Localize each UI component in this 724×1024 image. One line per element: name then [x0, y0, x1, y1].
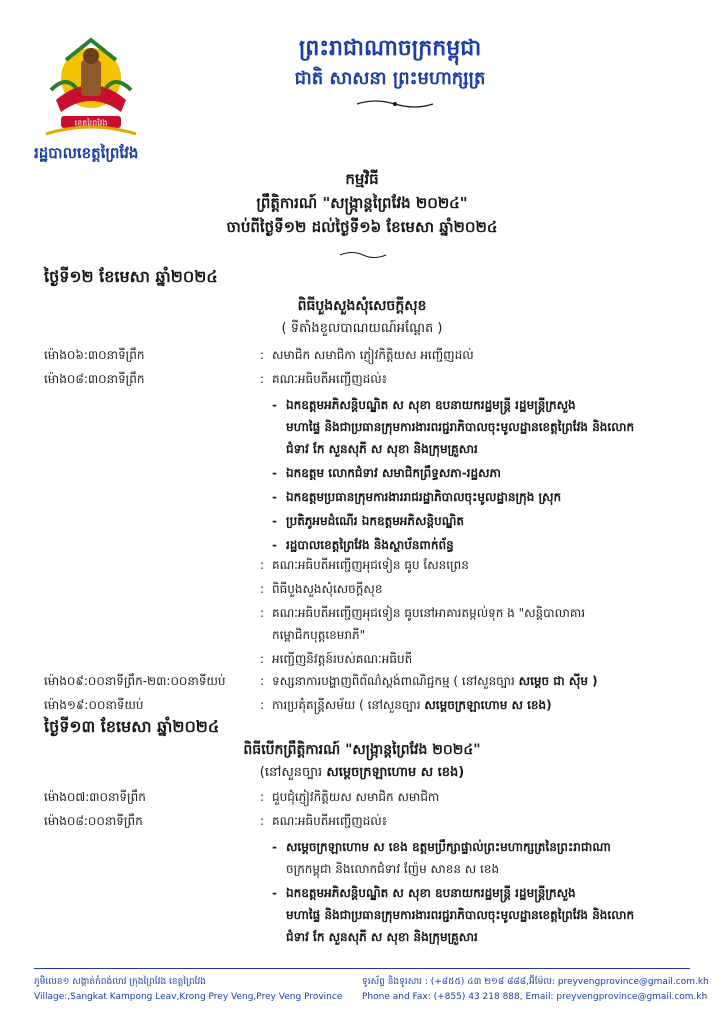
day1-ceremony: ពិធីបួងសួងសុំសេចក្ដីសុខ: [297, 298, 427, 314]
row-desc: ជួបជុំភ្ញៀវកិត្តិយស សមាជិក សមាជិកា: [272, 790, 440, 804]
row-time: ម៉ោង០៨:០០នាទីព្រឹក: [44, 814, 143, 828]
ornament-divider-small: [338, 250, 388, 260]
footer-contact-en: Phone and Fax: (+855) 43 218 888, Email: preyvengprovince@gmail.com.kh: [362, 992, 708, 1002]
provincial-seal-logo: [36, 30, 146, 142]
day2-heading: ថ្ងៃទី១៣ ខែមេសា ឆ្នាំ២០២៤: [44, 717, 220, 736]
row-time: ម៉ោង០៩:០០នាទីព្រឹក-២៣:០០នាទីយប់: [44, 674, 226, 688]
row-time: ម៉ោង០៧:៣០នាទីព្រឹក: [44, 790, 146, 804]
day1-heading: ថ្ងៃទី១២ ខែមេសា ឆ្នាំ២០២៤: [44, 267, 218, 286]
ornament-divider: [355, 98, 435, 110]
footer-address-km: ភូមិលេខ១ សង្កាត់កំពង់លាវ ក្រុងព្រៃវែង ខេត្តព្រៃវែង: [34, 977, 206, 987]
logo-text: ខេត្តព្រៃវែង: [74, 118, 108, 128]
day1-location: ( ទីតាំងខួលបាណយណ៍អណ្ដែត ): [281, 321, 443, 336]
day2-location: (នៅសួនច្បារ សម្ដេចក្រឡាហោម ស ខេង): [259, 765, 465, 780]
program-event: ព្រឹត្តិការណ៍ "សង្ក្រាន្តព្រៃវែង ២០២៤": [256, 194, 468, 212]
program-dates: ចាប់ពីថ្ងៃទី១២ ដល់ថ្ងៃទី១៦ ខែមេសា ឆ្នាំ២០២៤: [226, 218, 498, 236]
row-time: ម៉ោង០៨:៣០នាទីព្រឹក: [44, 372, 145, 386]
row-desc: សមាជិក សមាជិកា ភ្ញៀវកិត្តិយស អញ្ជើញដល់: [272, 348, 474, 362]
footer-divider: [34, 968, 690, 969]
row-desc: គណៈអធិបតីអញ្ជើញដល់៖: [272, 372, 387, 386]
footer-contact-km: ទូរស័ព្ទ និងទូរសារ : (+៨៥៥) ៤៣ ២១៨ ៨៨៨,អ៊ីម៉ែល: preyvengprovince@gmail.com.kh: [362, 977, 709, 987]
email-link[interactable]: preyvengprovince@gmail.com.kh: [556, 992, 708, 1002]
footer-address-en: Village:,Sangkat Kampong Leav,Krong Prey Veng,Prey Veng Province: [34, 992, 343, 1002]
national-motto: ជាតិ សាសនា ព្រះមហាក្សត្រ: [294, 68, 486, 89]
program-title: កម្មវិធី: [345, 170, 379, 188]
row-time: ម៉ោង០៦:៣០នាទីព្រឹក: [44, 348, 145, 362]
email-link[interactable]: preyvengprovince@gmail.com.kh: [557, 977, 709, 987]
province-office: រដ្ឋបាលខេត្តព្រៃវែង: [34, 144, 139, 162]
row-desc: គណៈអធិបតីអញ្ជើញដល់៖: [272, 814, 387, 828]
kingdom-title: ព្រះរាជាណាចក្រកម្ពុជា: [298, 35, 482, 61]
day2-ceremony: ពិធីបើកព្រឹត្តិការណ៍ "សង្ក្រាន្តព្រៃវែង ២០២៤": [243, 742, 481, 758]
row-time: ម៉ោង១៩:០០នាទីយប់: [44, 698, 144, 712]
